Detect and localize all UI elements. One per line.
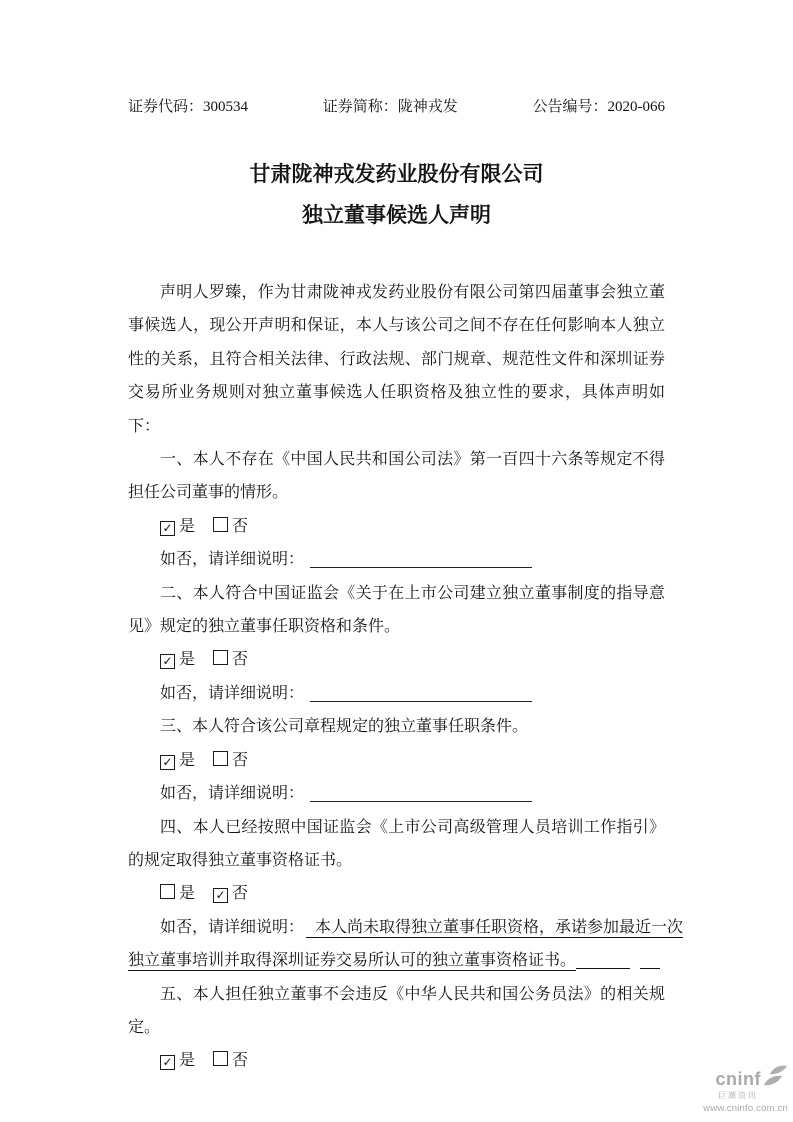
item-1-blank-line — [310, 555, 532, 568]
statement-item-2: 二、本人符合中国证监会《关于在上市公司建立独立董事制度的指导意见》规定的独立董事任职资格和条件。 — [128, 584, 665, 636]
item-5-yes-label: 是 — [179, 1052, 196, 1070]
document-title: 独立董事候选人声明 — [302, 203, 491, 227]
item-4-detail-line2: 独立董事培训并取得深圳证券交易所认可的独立董事资格证书。 — [128, 952, 577, 970]
detail-prompt: 如否，请详细说明： — [160, 918, 305, 936]
item-4-yes-checkbox — [160, 884, 175, 899]
item-5-no-checkbox — [213, 1051, 228, 1066]
item-5-no-label: 否 — [232, 1052, 249, 1070]
detail-prompt: 如否，请详细说明： — [160, 551, 305, 569]
item-2-detail-row — [128, 677, 665, 710]
cninfo-logo — [703, 1065, 788, 1114]
item-1-no-label: 否 — [232, 517, 249, 535]
check-mark-icon: ✓ — [215, 888, 226, 903]
company-title: 甘肃陇神戎发药业股份有限公司 — [249, 162, 544, 186]
document-header — [128, 96, 665, 118]
item-1-answer-row — [128, 510, 665, 543]
item-3-yes-checkbox — [160, 755, 175, 770]
item-4-answer-row — [128, 877, 665, 910]
item-5-yes-checkbox — [160, 1055, 175, 1070]
stock-code: 证券代码：300534 — [128, 99, 249, 115]
item-1-yes-label: 是 — [179, 517, 196, 535]
item-3-no-checkbox — [213, 751, 228, 766]
check-mark-icon: ✓ — [162, 754, 173, 769]
item-1-detail-row — [128, 543, 665, 576]
statement-item-4: 四、本人已经按照中国证监会《上市公司高级管理人员培训工作指引》的规定取得独立董事资格证书。 — [128, 818, 665, 869]
item-4-detail-line1: 本人尚未取得独立董事任职资格，承诺参加最近一次 — [306, 919, 683, 938]
stock-name: 证券简称：陇神戎发 — [322, 99, 458, 115]
item-2-no-checkbox — [213, 650, 228, 665]
statement-item-5: 五、本人担任独立董事不会违反《中华人民共和国公务员法》的相关规定。 — [128, 985, 665, 1036]
cninfo-swoosh-icon — [763, 1065, 788, 1092]
item-2-yes-checkbox — [160, 654, 175, 669]
item-4-detail-row-continued — [128, 944, 665, 977]
item-3-blank-line — [310, 789, 532, 802]
item-2-yes-label: 是 — [179, 651, 196, 669]
document-body — [128, 96, 684, 1078]
item-4-yes-label: 是 — [179, 885, 196, 903]
statement-item-1: 一、本人不存在《中国人民共和国公司法》第一百四十六条等规定不得担任公司董事的情形。 — [128, 451, 665, 502]
detail-prompt: 如否，请详细说明： — [160, 684, 305, 702]
detail-prompt: 如否，请详细说明： — [160, 785, 305, 803]
announcement-number: 公告编号：2020-066 — [532, 99, 665, 115]
statement-item-3: 三、本人符合该公司章程规定的独立董事任职条件。 — [160, 718, 529, 736]
item-4-underline-end — [640, 956, 660, 969]
item-4-underline-fill — [576, 956, 630, 969]
item-4-no-label: 否 — [232, 885, 249, 903]
item-3-answer-row — [128, 744, 665, 777]
cninfo-brand-text: cninf — [715, 1068, 761, 1089]
item-3-no-label: 否 — [232, 751, 249, 769]
check-mark-icon: ✓ — [162, 1055, 173, 1070]
item-3-yes-label: 是 — [179, 751, 196, 769]
item-2-answer-row — [128, 643, 665, 676]
item-1-no-checkbox — [213, 517, 228, 532]
item-3-detail-row — [128, 777, 665, 810]
item-2-blank-line — [310, 689, 532, 702]
item-4-no-checkbox — [213, 888, 228, 903]
item-4-detail-row — [128, 911, 684, 944]
check-mark-icon: ✓ — [162, 520, 173, 535]
cninfo-brand-cn: 巨潮资讯 — [718, 1091, 758, 1100]
intro-paragraph: 声明人罗臻，作为甘肃陇神戎发药业股份有限公司第四届董事会独立董事候选人，现公开声明和保证，本人与该公司之间不存在任何影响本人独立性的关系，且符合相关法律、行政法规、部门规章、规范性文件和深圳证券交易所业务规则对独立董事候选人任职资格及独立性的要求，具体声明如下： — [128, 284, 665, 435]
item-5-answer-row — [128, 1044, 665, 1077]
cninfo-url: www.cninfo.com.cn — [703, 1103, 788, 1114]
item-1-yes-checkbox — [160, 521, 175, 536]
item-2-no-label: 否 — [232, 651, 249, 669]
check-mark-icon: ✓ — [162, 654, 173, 669]
